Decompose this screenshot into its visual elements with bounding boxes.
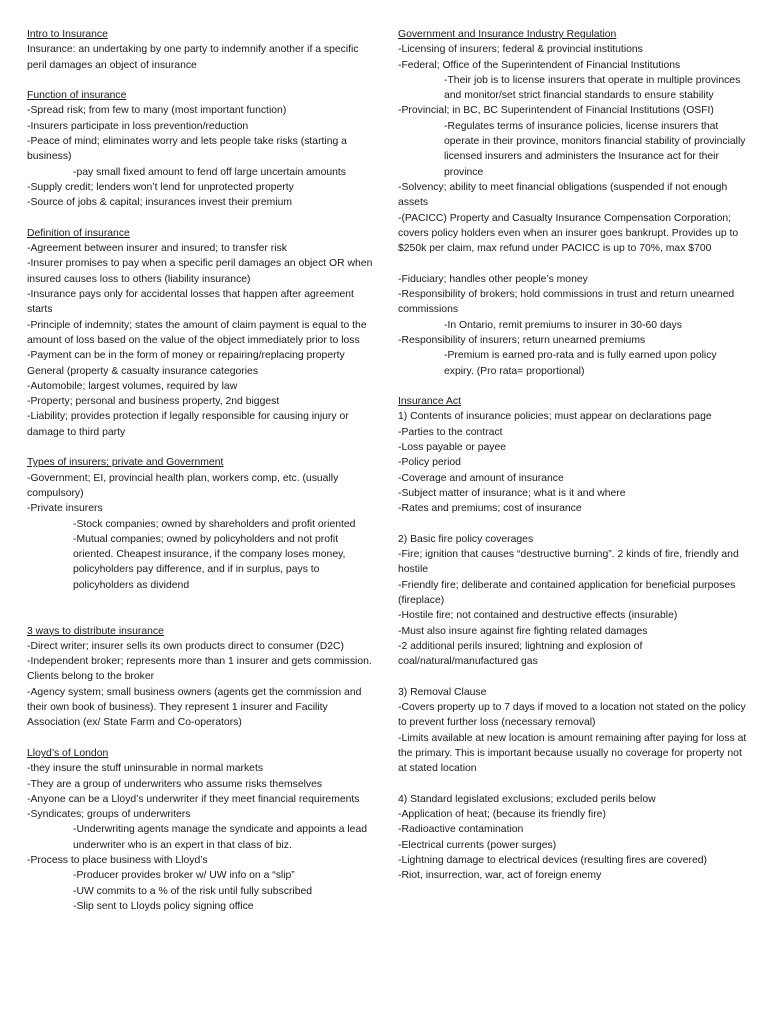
bullet-line: -Syndicates; groups of underwriters xyxy=(27,809,191,821)
bullet-line: -Federal; Office of the Superintendent of Financial Institutions xyxy=(398,59,681,71)
bullet-line: -Direct writer; insurer sells its own products direct to consumer (D2C) xyxy=(27,640,345,652)
bullet-line: -Radioactive contamination xyxy=(398,824,524,836)
bullet-line: -Provincial; in BC, BC Superintendent of Financial Institutions (OSFI) xyxy=(398,105,714,117)
bullet-line: Insurance: an undertaking by one party to indemnify another if a specific peril damages an object of insurance xyxy=(27,44,359,71)
bullet-line: -Private insurers xyxy=(27,503,103,515)
right-column xyxy=(398,27,748,899)
section-function-of-insurance xyxy=(27,88,379,210)
bullet-line: -Loss payable or payee xyxy=(398,442,507,454)
bullet-line: -they insure the stuff uninsurable in normal markets xyxy=(27,763,264,775)
sub-bullet-line: -UW commits to a % of the risk until fully subscribed xyxy=(73,885,313,897)
section-government-and-insurance-industry-regulation xyxy=(398,27,748,256)
section-heading: Insurance Act xyxy=(398,396,461,408)
bullet-line: -2 additional perils insured; lightning and explosion of coal/natural/manufactured gas xyxy=(398,640,643,668)
bullet-line: -Must also insure against fire fighting related damages xyxy=(398,625,648,637)
bullet-line: 4) Standard legislated exclusions; excluded perils below xyxy=(398,793,656,805)
bullet-line: 2) Basic fire policy coverages xyxy=(398,533,534,545)
section-heading: Intro to Insurance xyxy=(27,29,108,40)
sub-bullet-line: -Slip sent to Lloyds policy signing office xyxy=(73,900,254,912)
bullet-line: -Liability; provides protection if legally responsible for causing injury or damage to third party xyxy=(27,411,349,438)
section-heading: Definition of insurance xyxy=(27,227,130,239)
bullet-line: -Property; personal and business property, 2nd biggest xyxy=(27,396,280,408)
bullet-line: -Spread risk; from few to many (most important function) xyxy=(27,105,287,117)
bullet-line: -Fiduciary; handles other people’s money xyxy=(398,273,588,285)
sub-bullet-line: -Stock companies; owned by shareholders and profit oriented xyxy=(73,518,356,530)
section-heading: Lloyd’s of London xyxy=(27,747,109,759)
bullet-line: -Insurer promises to pay when a specific peril damages an object OR when insured causes loss to others (liability insurance) xyxy=(27,258,373,285)
section-right-3 xyxy=(398,532,748,670)
sub-bullet-line: -Producer provides broker w/ UW info on a “slip” xyxy=(73,870,295,882)
bullet-line: -Solvency; ability to meet financial obligations (suspended if not enough assets xyxy=(398,181,728,209)
bullet-line: -Lightning damage to electrical devices (resulting fires are covered) xyxy=(398,855,707,867)
sub-bullet-line: -Mutual companies; owned by policyholders and not profit oriented. Cheapest insurance, if the company loses money, policyholders pay difference, and if in surplus, pays to policyholders as dividend xyxy=(73,533,346,591)
bullet-line: -Parties to the contract xyxy=(398,426,503,438)
sub-bullet-line: -Regulates terms of insurance policies, license insurers that operate in their province, monitors financial stability of provincially licensed insurers and administers the Insurance act for their province xyxy=(444,120,746,178)
bullet-line: -Agency system; small business owners (agents get the commission and their own book of business). They represent 1 insurer and Facility Association (ex/ State Farm and Co-operators) xyxy=(27,686,362,729)
section-right-4 xyxy=(398,685,748,777)
section-heading: Types of insurers; private and Government xyxy=(27,457,224,469)
left-column xyxy=(27,27,379,930)
section-3-ways-to-distribute-insurance xyxy=(27,624,379,731)
bullet-line: -Peace of mind; eliminates worry and lets people take risks (starting a business) xyxy=(27,136,347,163)
sub-bullet-line: -In Ontario, remit premiums to insurer in 30-60 days xyxy=(444,319,682,331)
bullet-line: -Electrical currents (power surges) xyxy=(398,839,557,851)
bullet-line: -Licensing of insurers; federal & provincial institutions xyxy=(398,44,643,56)
bullet-line: -Automobile; largest volumes, required by law xyxy=(27,380,238,392)
section-definition-of-insurance xyxy=(27,226,379,440)
sub-bullet-line: -Underwriting agents manage the syndicate and appoints a lead underwriter who is an expert in that class of biz. xyxy=(73,824,368,851)
bullet-line: -Insurance pays only for accidental losses that happen after agreement starts xyxy=(27,289,354,316)
bullet-line: -Responsibility of brokers; hold commissions in trust and return unearned commissions xyxy=(398,289,735,316)
bullet-line: -Riot, insurrection, war, act of foreign enemy xyxy=(398,870,602,882)
section-insurance-act xyxy=(398,394,748,516)
section-lloyd-s-of-london xyxy=(27,746,379,914)
section-heading: Government and Insurance Industry Regulation xyxy=(398,29,617,40)
bullet-line: -Coverage and amount of insurance xyxy=(398,472,564,484)
bullet-line: -(PACICC) Property and Casualty Insurance Compensation Corporation; covers policy holders even when an insurer goes bankrupt. Provides up to $250k per claim, max refund under PACICC is up to 70%, max $700 xyxy=(398,212,739,255)
bullet-line: -Hostile fire; not contained and destructive effects (insurable) xyxy=(398,610,678,622)
section-types-of-insurers-private-and-government xyxy=(27,455,379,593)
bullet-line: -Agreement between insurer and insured; to transfer risk xyxy=(27,243,287,255)
sub-bullet-line: -Premium is earned pro-rata and is fully earned upon policy expiry. (Pro rata= proportional) xyxy=(444,350,717,377)
bullet-line: -Policy period xyxy=(398,457,461,469)
bullet-line: -Principle of indemnity; states the amount of claim payment is equal to the amount of loss based on the value of the object immediately prior to loss xyxy=(27,319,367,346)
bullet-line: -Rates and premiums; cost of insurance xyxy=(398,503,582,515)
section-right-5 xyxy=(398,792,748,884)
bullet-line: -Covers property up to 7 days if moved to a location not stated on the policy to prevent further loss (necessary removal) xyxy=(398,702,746,729)
bullet-line: -Fire; ignition that causes “destructive burning”. 2 kinds of fire, friendly and hostile xyxy=(398,549,739,576)
section-heading: 3 ways to distribute insurance xyxy=(27,625,164,637)
bullet-line: -Application of heat; (because its friendly fire) xyxy=(398,809,606,821)
bullet-line: -They are a group of underwriters who assume risks themselves xyxy=(27,778,323,790)
bullet-line: 3) Removal Clause xyxy=(398,686,487,698)
bullet-line: -Limits available at new location is amount remaining after paying for loss at the primary. This is important because usually no coverage for property not at stated location xyxy=(398,732,747,775)
bullet-line: -Friendly fire; deliberate and contained application for beneficial purposes (fireplace) xyxy=(398,579,736,606)
bullet-line: -Responsibility of insurers; return unearned premiums xyxy=(398,334,646,346)
section-heading: Function of insurance xyxy=(27,90,127,102)
section-right-1 xyxy=(398,272,748,379)
bullet-line: 1) Contents of insurance policies; must appear on declarations page xyxy=(398,411,712,423)
sub-bullet-line: -pay small fixed amount to fend off large uncertain amounts xyxy=(73,166,347,178)
bullet-line: -Independent broker; represents more than 1 insurer and gets commission. Clients belong to the broker xyxy=(27,656,372,683)
section-intro-to-insurance xyxy=(27,27,379,73)
bullet-line: General (property & casualty insurance categories xyxy=(27,365,259,377)
bullet-line: -Government; EI, provincial health plan, workers comp, etc. (usually compulsory) xyxy=(27,472,339,499)
bullet-line: -Payment can be in the form of money or repairing/replacing property xyxy=(27,350,345,362)
sub-bullet-line: -Their job is to license insurers that operate in multiple provinces and monitor/set strict financial standards to ensure stability xyxy=(444,74,741,102)
bullet-line: -Supply credit; lenders won’t lend for unprotected property xyxy=(27,181,294,193)
bullet-line: -Process to place business with Lloyd’s xyxy=(27,855,208,867)
bullet-line: -Insurers participate in loss prevention/reduction xyxy=(27,120,249,132)
bullet-line: -Source of jobs & capital; insurances invest their premium xyxy=(27,197,293,209)
bullet-line: -Subject matter of insurance; what is it and where xyxy=(398,487,626,499)
bullet-line: -Anyone can be a Lloyd’s underwriter if they meet financial requirements xyxy=(27,793,360,805)
